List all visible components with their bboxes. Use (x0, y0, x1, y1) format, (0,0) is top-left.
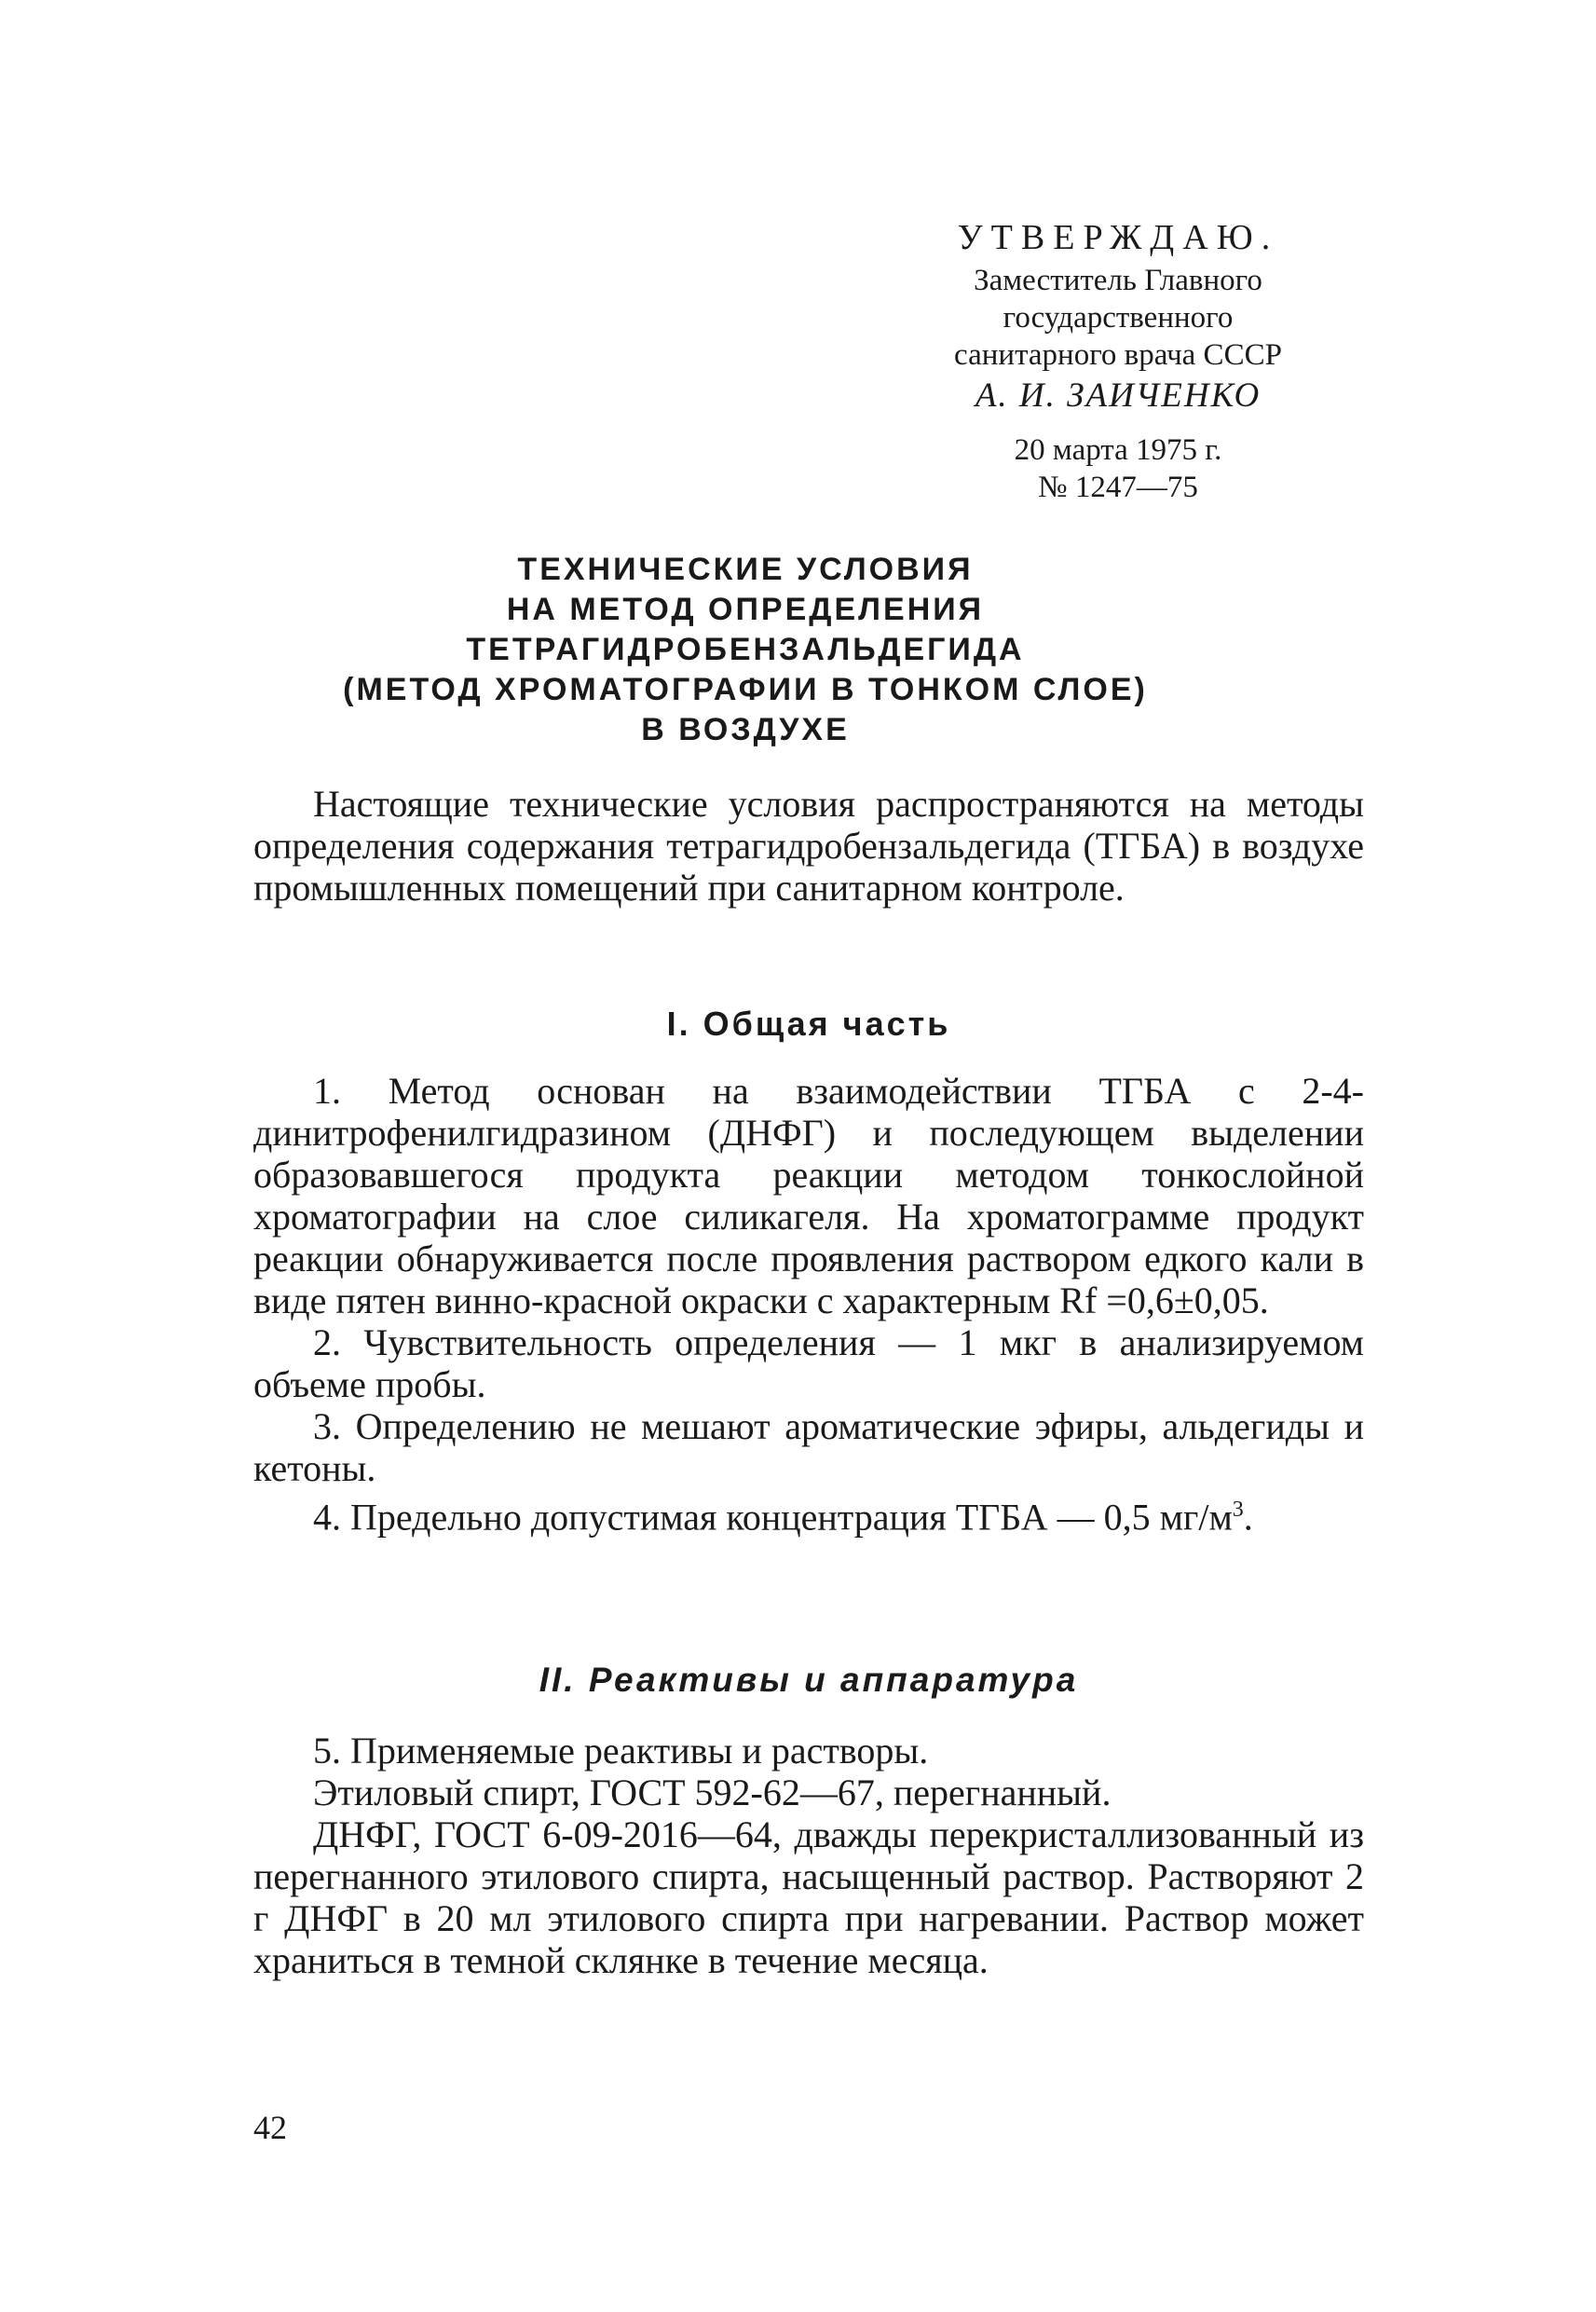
approval-heading: УТВЕРЖДАЮ. (957, 218, 1279, 257)
approval-number: № 1247—75 (1038, 471, 1198, 504)
paragraph-4 (253, 1489, 1364, 1538)
intro-section (253, 783, 1364, 909)
document-title (280, 550, 1211, 750)
paragraph-6: Этиловый спирт, ГОСТ 592-62—67, перегнанный. (313, 1772, 1112, 1813)
title-line1: ТЕХНИЧЕСКИЕ УСЛОВИЯ (517, 552, 974, 587)
paragraph-4-text: 4. Предельно допустимая концентрация ТГБА — 0,5 мг/м (313, 1496, 1233, 1539)
approval-date: 20 марта 1975 г. (1014, 433, 1222, 467)
section1-heading: I. Общая часть (666, 1005, 951, 1043)
section2-heading: II. Реактивы и аппаратура (539, 1661, 1079, 1699)
approval-name: А. И. ЗАИЧЕНКО (975, 376, 1262, 415)
paragraph-3: 3. Определению не мешают ароматические эфиры, альдегиды и кетоны. (253, 1405, 1364, 1489)
paragraph-4-superscript: 3 (1232, 1498, 1244, 1522)
title-line5: В ВОЗДУХЕ (641, 712, 850, 747)
section2-body (253, 1730, 1364, 1981)
title-line3: ТЕТРАГИДРОБЕНЗАЛЬДЕГИДА (466, 632, 1025, 667)
page-number: 42 (253, 2109, 287, 2146)
approval-position-line1: Заместитель Главного (974, 264, 1262, 297)
intro-paragraph: Настоящие технические условия распространяются на методы определения содержания тетрагидробензальдегида (ТГБА) в воздухе промышленных помещений при санитарном контроле. (253, 783, 1364, 909)
section1-body (253, 1070, 1364, 1538)
paragraph-1: 1. Метод основан на взаимодействии ТГБА с 2-4-динитрофенилгидразином (ДНФГ) и последующем выделении образовавшегося продукта реакции методом тонкослойной хроматографии на слое силикагеля. На хроматограмме продукт реакции обнаруживается после проявления раствором едкого кали в виде пятен винно-красной окраски с характерным Rf =0,6±0,05. (253, 1070, 1364, 1321)
title-line2: НА МЕТОД ОПРЕДЕЛЕНИЯ (506, 592, 985, 627)
paragraph-2: 2. Чувствительность определения — 1 мкг в анализируемом объеме пробы. (253, 1321, 1364, 1405)
paragraph-5: 5. Применяемые реактивы и растворы. (313, 1730, 929, 1772)
approval-position-line2: государственного (1003, 301, 1234, 335)
approval-position-line3: санитарного врача СССР (954, 338, 1282, 372)
title-line4: (МЕТОД ХРОМАТОГРАФИИ В ТОНКОМ СЛОЕ) (343, 672, 1148, 707)
paragraph-7: ДНФГ, ГОСТ 6-09-2016—64, дважды перекристаллизованный из перегнанного этилового спирта, насыщенный раствор. Растворяют 2 г ДНФГ в 20 мл этилового спирта при нагревании. Раствор может храниться в темной склянке в течение месяца. (253, 1813, 1364, 1981)
approval-block (894, 219, 1342, 506)
paragraph-4-end: . (1243, 1496, 1253, 1539)
